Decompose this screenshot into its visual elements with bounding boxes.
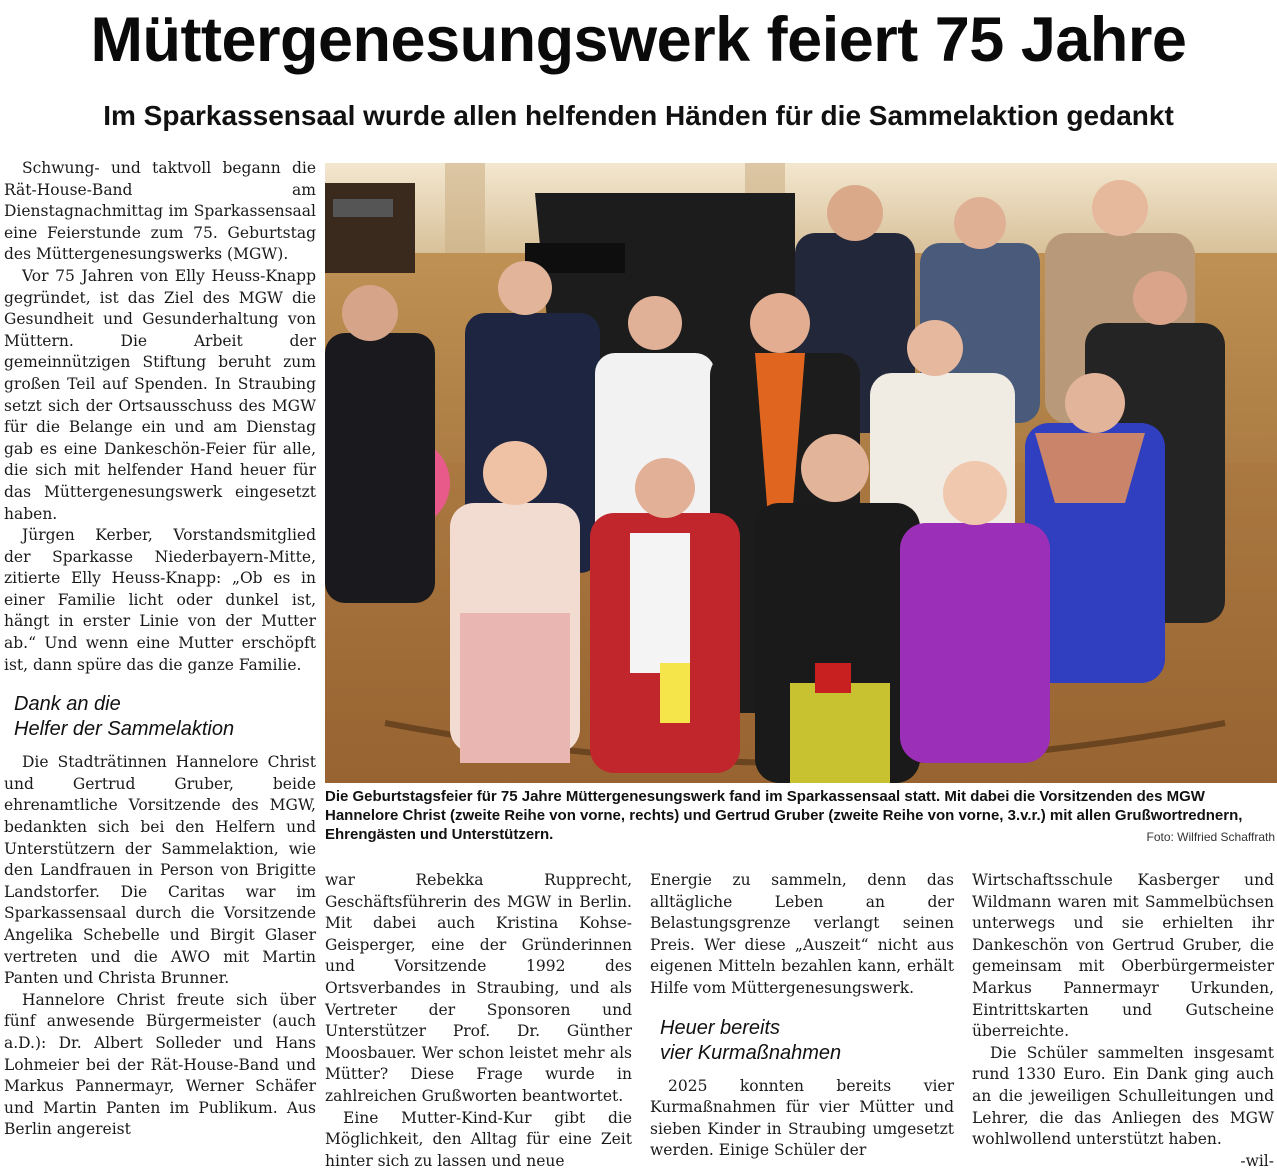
paragraph: Eine Mutter-Kind-Kur gibt die Möglichkeit, den Alltag für eine Zeit hinter sich zu lassen und neue — [325, 1108, 632, 1170]
paragraph: Hannelore Christ freute sich über fünf anwesende Bürgermeister (auch a.D.): Dr. Albert Solleder und Hans Lohmeier bei der Rät-House-Band und Markus Pannermayr, Werner Schäfer und Martin Panten im Publikum. Aus Berlin angereist — [4, 990, 316, 1139]
photo-credit: Foto: Wilfried Schaffrath — [1146, 830, 1275, 844]
article-column-2 — [325, 870, 632, 1172]
group-photo — [325, 163, 1277, 783]
section-subhead: Heuer bereits vier Kurmaßnahmen — [660, 1016, 842, 1064]
paragraph: 2025 konnten bereits vier Kurmaßnahmen für vier Mütter und sieben Kinder in Straubing umgesetzt werden. Einige Schüler der — [650, 1076, 954, 1160]
paragraph: Die Stadträtinnen Hannelore Christ und Gertrud Gruber, beide ehrenamtliche Vorsitzende des MGW, bedankten sich bei den Helfern und Unterstützern der Sammelaktion, wie den Landfrauen in Person von Brigitte Landstorfer. Die Caritas war im Sparkassensaal durch die Vorsitzende Angelika Schebelle und Birgit Glaser vertreten und die AWO mit Martin Panten und Christa Brunner. — [4, 753, 316, 988]
section-subhead: Dank an die Helfer der Sammelaktion — [14, 693, 235, 741]
paragraph: war Rebekka Rupprecht, Geschäftsführerin des MGW in Berlin. Mit dabei auch Kristina Kohse-Geisperger, eine der Gründerinnen und Vorsitzende 1992 des Ortsverbandes in Straubing, und als Vertreter der Sponsoren und Unterstützer Prof. Dr. Günther Moosbauer. Wer schon leistet mehr als Mütter? Diese Frage wurde in zahlreichen Grußworten beantwortet. — [325, 871, 632, 1105]
article-column-4 — [972, 870, 1274, 1172]
paragraph: Vor 75 Jahren von Elly Heuss-Knapp gegründet, ist das Ziel des MGW die Gesundheit und Gesunderhaltung von Müttern. Die Arbeit der gemeinnützigen Stiftung beruht zum großen Teil auf Spenden. In Straubing setzt sich der Ortsausschuss des MGW für die Belange ein und am Dienstag gab es eine Dankeschön-Feier für alle, die sich mit helfender Hand heuer für das Müttergenesungswerk eingesetzt haben. — [4, 266, 316, 523]
paragraph: Die Schüler sammelten insgesamt rund 1330 Euro. Ein Dank ging auch an die jeweiligen Schulleitungen und Lehrer, die das Anliegen des MGW wohlwollend unterstützt haben. — [972, 1043, 1274, 1149]
article-column-1 — [4, 158, 316, 1141]
group-photo-illustration — [325, 163, 1277, 783]
headline: Müttergenesungswerk feiert 75 Jahre — [90, 5, 1187, 75]
article-column-3 — [650, 870, 954, 1162]
paragraph: Energie zu sammeln, denn das alltägliche Leben an der Belastungsgrenze verlangt seinen Preis. Wer diese „Auszeit“ nicht aus eigenen Mitteln bezahlen kann, erhält Hilfe vom Müttergenesungswerk. — [650, 871, 954, 997]
paragraph: Wirtschaftsschule Kasberger und Wildmann waren mit Sammelbüchsen unterwegs und sie erhielten ihr Dankeschön von Gertrud Gruber, die gemeinsam mit Oberbürgermeister Markus Pannermayr Urkunden, Eintrittskarten und Gutscheine überreichte. — [972, 871, 1274, 1041]
paragraph: Jürgen Kerber, Vorstandsmitglied der Sparkasse Niederbayern-Mitte, zitierte Elly Heuss-Knapp: „Ob es in einer Familie licht oder dunkel ist, hängt in erster Linie von der Mutter ab.“ Und wenn eine Mutter erschöpft ist, dann spüre das die ganze Familie. — [4, 526, 316, 674]
author-signoff: -wil- — [1240, 1151, 1274, 1170]
paragraph: Schwung- und taktvoll begann die Rät-House-Band am Dienstagnachmittag im Sparkassensaal eine Feierstunde zum 75. Geburtstag des Müttergenesungswerks (MGW). — [4, 159, 316, 264]
photo-caption: Die Geburtstagsfeier für 75 Jahre Müttergenesungswerk fand im Sparkassensaal statt. Mit dabei die Vorsitzenden des MGW Hannelore Christ (zweite Reihe von vorne, rechts) und Gertrud Gruber (zweite Reihe von vorne, 3.v.r.) mit allen Grußwortrednern, Ehrengästen und Unterstützern. — [325, 788, 1243, 843]
subheadline: Im Sparkassensaal wurde allen helfenden Händen für die Sammelaktion gedankt — [103, 100, 1174, 131]
